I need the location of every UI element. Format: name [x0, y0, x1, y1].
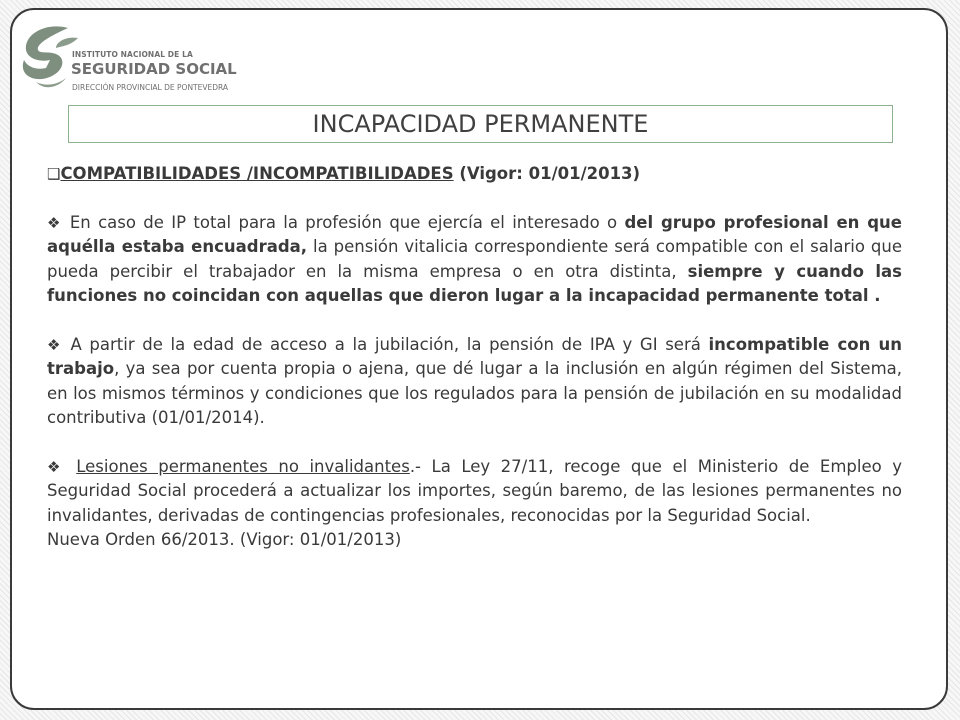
- org-name-line1: INSTITUTO NACIONAL DE LA: [72, 50, 193, 59]
- section-heading-label: COMPATIBILIDADES /INCOMPATIBILIDADES: [60, 164, 454, 183]
- page-title: INCAPACIDAD PERMANENTE: [68, 105, 893, 143]
- slide: [10, 8, 948, 710]
- section-heading-suffix: (Vigor: 01/01/2013): [453, 164, 641, 183]
- p3-text-1: .- La Ley 27/11, recoge que el Ministerio de Empleo y Seguridad Social procederá a actualizar los importes, según baremo, de las lesiones permanentes no invalidantes, derivadas de contingencias profesionales, reconocidas por la Seguridad Social.: [47, 456, 902, 525]
- footer-line: Nueva Orden 66/2013. (Vigor: 01/01/2013): [47, 530, 402, 549]
- p1-bold-1: del grupo profesional en que aquélla estaba encuadrada,: [47, 212, 902, 256]
- diamond-bullet-icon: ❖: [47, 335, 63, 354]
- p2-text-2: , ya sea por cuenta propia o ajena, que dé lugar a la inclusión en algún régimen del Sistema, en los mismos términos y condiciones que los regulados para la pensión de jubilación en su modalidad contributiva (01/01/2014).: [47, 359, 902, 427]
- paragraph-1: [47, 211, 902, 309]
- paragraph-2: [47, 333, 902, 431]
- diamond-bullet-icon: ❖: [47, 213, 63, 232]
- p3-underline: Lesiones permanentes no invalidantes: [76, 456, 410, 476]
- p2-text-1: A partir de la edad de acceso a la jubilación, la pensión de IPA y GI será: [62, 334, 709, 354]
- org-department: DIRECCIÓN PROVINCIAL DE PONTEVEDRA: [72, 83, 229, 92]
- checkbox-bullet-icon: ❑: [47, 165, 61, 183]
- section-heading: [47, 162, 902, 187]
- p1-bold-2: siempre y cuando las funciones no coincidan con aquellas que dieron lugar a la incapacidad permanente total .: [47, 261, 902, 305]
- p1-text-1: En caso de IP total para la profesión que ejercía el interesado o: [62, 212, 625, 232]
- diamond-bullet-icon: ❖: [47, 457, 66, 476]
- content-body: [47, 162, 902, 553]
- org-name-line2: SEGURIDAD SOCIAL: [71, 60, 237, 78]
- p1-text-2: la pensión vitalicia correspondiente será compatible con el salario que pueda percibir el trabajador en la misma empresa o en otra distinta,: [47, 237, 902, 281]
- paragraph-3: [47, 455, 902, 529]
- p2-bold-1: incompatible con un trabajo: [47, 334, 903, 378]
